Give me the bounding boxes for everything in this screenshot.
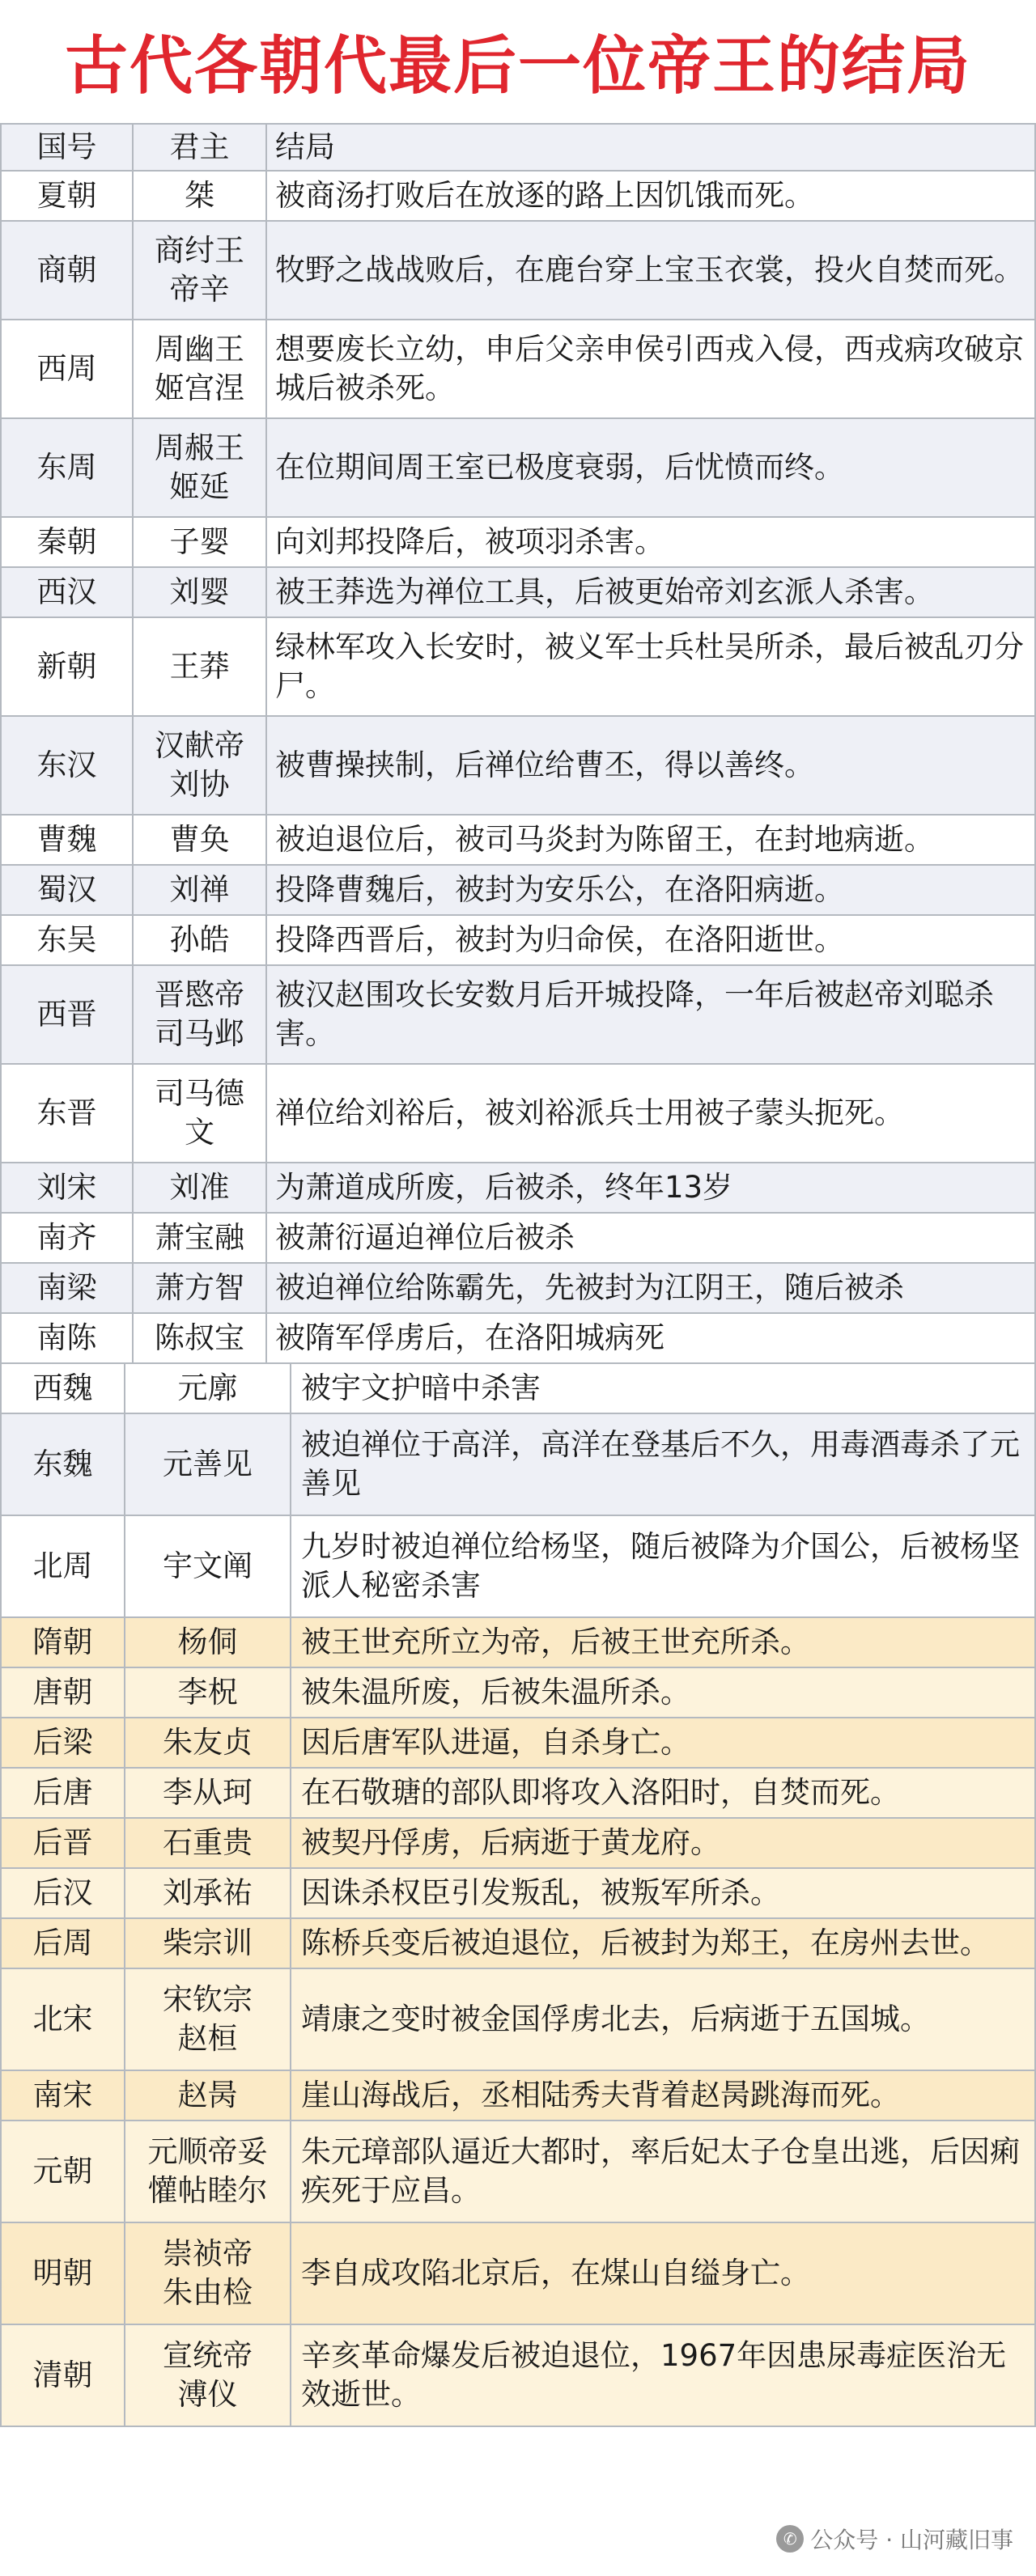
table-row (0, 1969, 1036, 2071)
ruler-cell: 萧宝融 (134, 1214, 267, 1262)
dynasty-cell: 东周 (0, 419, 134, 516)
dynasty-cell: 南宋 (0, 2071, 125, 2120)
table-row (0, 320, 1036, 419)
fate-cell: 被朱温所废，后被朱温所杀。 (291, 1668, 1036, 1717)
table-row (0, 518, 1036, 568)
ruler-cell: 李从珂 (125, 1769, 291, 1817)
ruler-cell: 柴宗训 (125, 1919, 291, 1968)
dynasty-cell: 明朝 (0, 2223, 125, 2324)
dynasty-cell: 东吴 (0, 916, 134, 964)
dynasty-cell: 南陈 (0, 1314, 134, 1362)
dynasty-cell: 南齐 (0, 1214, 134, 1262)
table-row (0, 1214, 1036, 1264)
table-row (0, 1364, 1036, 1414)
dynasty-cell: 清朝 (0, 2325, 125, 2426)
ruler-cell: 赵昺 (125, 2071, 291, 2120)
fate-cell: 在石敬瑭的部队即将攻入洛阳时，自焚而死。 (291, 1769, 1036, 1817)
table-row (0, 2325, 1036, 2427)
table-row (0, 966, 1036, 1065)
fate-cell: 为萧道成所废，后被杀，终年13岁 (267, 1163, 1036, 1212)
fate-cell: 辛亥革命爆发后被迫退位，1967年因患尿毒症医治无效逝世。 (291, 2325, 1036, 2426)
ruler-cell: 商纣王 帝辛 (134, 222, 267, 319)
table-row (0, 1869, 1036, 1919)
ruler-cell: 元善见 (125, 1414, 291, 1515)
dynasty-cell: 蜀汉 (0, 866, 134, 914)
fate-cell: 被商汤打败后在放逐的路上因饥饿而死。 (267, 172, 1036, 220)
table-row (0, 1314, 1036, 1364)
fate-cell: 崖山海战后，丞相陆秀夫背着赵昺跳海而死。 (291, 2071, 1036, 2120)
ruler-cell: 刘禅 (134, 866, 267, 914)
ruler-cell: 汉献帝 刘协 (134, 717, 267, 814)
dynasty-cell: 南梁 (0, 1264, 134, 1312)
dynasty-cell: 商朝 (0, 222, 134, 319)
ruler-cell: 宇文阐 (125, 1516, 291, 1616)
ruler-cell: 周幽王 姬宫涅 (134, 320, 267, 417)
table-row (0, 568, 1036, 618)
dynasty-cell: 唐朝 (0, 1668, 125, 1717)
fate-cell: 被迫禅位给陈霸先，先被封为江阴王，随后被杀 (267, 1264, 1036, 1312)
fate-cell: 被曹操挟制，后禅位给曹丕，得以善终。 (267, 717, 1036, 814)
ruler-cell: 晋愍帝 司马邺 (134, 966, 267, 1063)
ruler-cell: 宋钦宗 赵桓 (125, 1969, 291, 2070)
fate-cell: 在位期间周王室已极度衰弱，后忧愤而终。 (267, 419, 1036, 516)
dynasty-cell: 新朝 (0, 618, 134, 715)
ruler-cell: 刘婴 (134, 568, 267, 616)
table-row (0, 1414, 1036, 1516)
dynasty-cell: 西汉 (0, 568, 134, 616)
dynasty-cell: 隋朝 (0, 1618, 125, 1667)
fate-cell: 被王莽选为禅位工具，后被更始帝刘玄派人杀害。 (267, 568, 1036, 616)
dynasty-cell: 西周 (0, 320, 134, 417)
table-row (0, 1668, 1036, 1718)
fate-cell: 被迫退位后，被司马炎封为陈留王，在封地病逝。 (267, 816, 1036, 864)
dynasty-cell: 国号 (0, 125, 134, 170)
ruler-cell: 宣统帝 溥仪 (125, 2325, 291, 2426)
fate-cell: 结局 (267, 125, 1036, 170)
ruler-cell: 元顺帝妥 懽帖睦尔 (125, 2121, 291, 2222)
table-row (0, 1516, 1036, 1618)
fate-cell: 靖康之变时被金国俘虏北去，后病逝于五国城。 (291, 1969, 1036, 2070)
table-row (0, 2071, 1036, 2121)
table-row (0, 222, 1036, 320)
table-row (0, 172, 1036, 222)
table-header (0, 123, 1036, 172)
table-row (0, 1618, 1036, 1668)
ruler-cell: 崇祯帝 朱由检 (125, 2223, 291, 2324)
wechat-icon: ✆ (776, 2525, 804, 2553)
ruler-cell: 子婴 (134, 518, 267, 566)
fate-cell: 向刘邦投降后，被项羽杀害。 (267, 518, 1036, 566)
fate-cell: 被王世充所立为帝，后被王世充所杀。 (291, 1618, 1036, 1667)
ruler-cell: 朱友贞 (125, 1718, 291, 1767)
dynasty-cell: 东晋 (0, 1065, 134, 1162)
dynasty-cell: 西魏 (0, 1364, 125, 1413)
ruler-cell: 司马德 文 (134, 1065, 267, 1162)
fate-cell: 被契丹俘虏，后病逝于黄龙府。 (291, 1819, 1036, 1867)
dynasty-cell: 后梁 (0, 1718, 125, 1767)
ruler-cell: 王莽 (134, 618, 267, 715)
ruler-cell: 孙皓 (134, 916, 267, 964)
dynasty-cell: 后周 (0, 1919, 125, 1968)
ruler-cell: 李柷 (125, 1668, 291, 1717)
table-row (0, 816, 1036, 866)
table-row (0, 866, 1036, 916)
ruler-cell: 石重贵 (125, 1819, 291, 1867)
table-row (0, 1718, 1036, 1769)
page-title: 古代各朝代最后一位帝王的结局 (64, 30, 971, 103)
table-row (0, 717, 1036, 816)
dynasty-cell: 元朝 (0, 2121, 125, 2222)
table-row (0, 1819, 1036, 1869)
dynasty-cell: 刘宋 (0, 1163, 134, 1212)
fate-cell: 朱元璋部队逼近大都时，率后妃太子仓皇出逃，后因痢疾死于应昌。 (291, 2121, 1036, 2222)
dynasty-cell: 曹魏 (0, 816, 134, 864)
fate-cell: 投降西晋后，被封为归命侯，在洛阳逝世。 (267, 916, 1036, 964)
table-row (0, 1163, 1036, 1214)
ruler-cell: 桀 (134, 172, 267, 220)
table-row (0, 2223, 1036, 2325)
dynasty-cell: 后汉 (0, 1869, 125, 1917)
fate-cell: 被宇文护暗中杀害 (291, 1364, 1036, 1413)
table-row (0, 618, 1036, 717)
watermark-text: 公众号 · 山河藏旧事 (810, 2527, 1013, 2553)
ruler-cell: 萧方智 (134, 1264, 267, 1312)
fate-cell: 被隋军俘虏后，在洛阳城病死 (267, 1314, 1036, 1362)
table-row (0, 916, 1036, 966)
dynasty-cell: 后唐 (0, 1769, 125, 1817)
watermark (776, 2523, 1013, 2555)
ruler-cell: 刘准 (134, 1163, 267, 1212)
fate-cell: 绿林军攻入长安时，被义军士兵杜吴所杀，最后被乱刃分尸。 (267, 618, 1036, 715)
dynasty-cell: 北周 (0, 1516, 125, 1616)
fate-cell: 九岁时被迫禅位给杨坚，随后被降为介国公，后被杨坚派人秘密杀害 (291, 1516, 1036, 1616)
ruler-cell: 元廓 (125, 1364, 291, 1413)
fate-cell: 陈桥兵变后被迫退位，后被封为郑王，在房州去世。 (291, 1919, 1036, 1968)
fate-cell: 被迫禅位于高洋，高洋在登基后不久，用毒酒毒杀了元善见 (291, 1414, 1036, 1515)
dynasty-cell: 东汉 (0, 717, 134, 814)
table-row (0, 419, 1036, 518)
fate-cell: 被汉赵围攻长安数月后开城投降，一年后被赵帝刘聪杀害。 (267, 966, 1036, 1063)
dynasty-cell: 夏朝 (0, 172, 134, 220)
fate-cell: 投降曹魏后，被封为安乐公，在洛阳病逝。 (267, 866, 1036, 914)
fate-cell: 牧野之战战败后，在鹿台穿上宝玉衣裳，投火自焚而死。 (267, 222, 1036, 319)
dynasty-cell: 西晋 (0, 966, 134, 1063)
dynasty-cell: 秦朝 (0, 518, 134, 566)
ruler-cell: 君主 (134, 125, 267, 170)
ruler-cell: 陈叔宝 (134, 1314, 267, 1362)
fate-cell: 因后唐军队进逼，自杀身亡。 (291, 1718, 1036, 1767)
dynasty-cell: 东魏 (0, 1414, 125, 1515)
table-row (0, 2121, 1036, 2223)
fate-cell: 禅位给刘裕后，被刘裕派兵士用被子蒙头扼死。 (267, 1065, 1036, 1162)
ruler-cell: 曹奂 (134, 816, 267, 864)
fate-cell: 被萧衍逼迫禅位后被杀 (267, 1214, 1036, 1262)
table-row (0, 1065, 1036, 1163)
fate-cell: 想要废长立幼，申后父亲申侯引西戎入侵，西戎病攻破京城后被杀死。 (267, 320, 1036, 417)
table-row (0, 1769, 1036, 1819)
ruler-cell: 刘承祐 (125, 1869, 291, 1917)
fate-cell: 因诛杀权臣引发叛乱，被叛军所杀。 (291, 1869, 1036, 1917)
table-row (0, 1264, 1036, 1314)
table-row (0, 1919, 1036, 1969)
fate-cell: 李自成攻陷北京后，在煤山自缢身亡。 (291, 2223, 1036, 2324)
dynasty-cell: 北宋 (0, 1969, 125, 2070)
ruler-cell: 周赧王 姬延 (134, 419, 267, 516)
dynasty-cell: 后晋 (0, 1819, 125, 1867)
ruler-cell: 杨侗 (125, 1618, 291, 1667)
